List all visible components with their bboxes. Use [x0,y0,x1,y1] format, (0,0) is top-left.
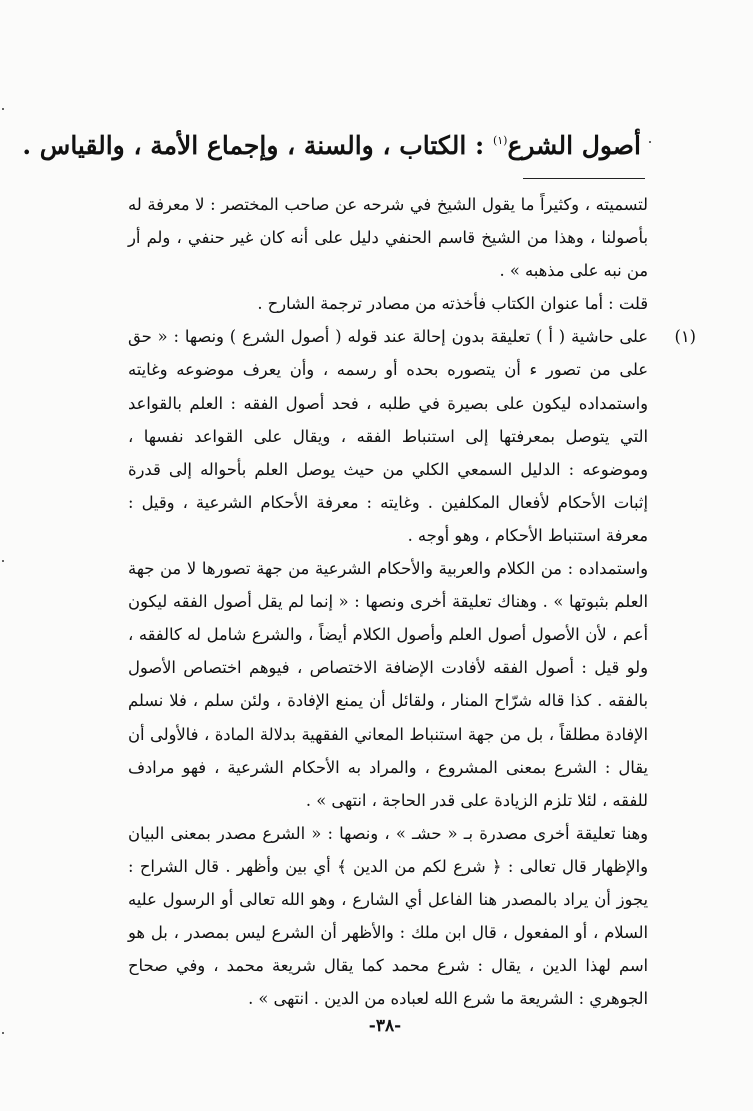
footnote-1-paragraph-2: واستمداده : من الكلام والعربية والأحكام الشرعية من جهة تصورها لا من جهة العلم بثبوتها » . وهناك تعليقة أخرى ونصها : « إنما لم يقل أصول الفقه ليكون أعم ، لأن الأصول أصول العلم وأصول الكلام أيضاً ، والشرع شامل له كالفقه ، ولو قيل : أصول الفقه لأفادت الإضافة الاختصاص ، فيوهم اختصاص الأصول بالفقه . كذا قاله شرّاح المنار ، ولقائل أن يمنع الإفادة ، ولئن سلم ، فلا نسلم الإفادة مطلقاً ، بل من جهة استنباط المعاني الفقهية بدلالة المادة ، فالأولى أن يقال : الشرع بمعنى المشروع ، والمراد به الأحكام الشرعية ، فهو مرادف للفقه ، لئلا تلزم الزيادة على قدر الحاجة ، انتهى » . [128,559,648,810]
footnote-reference: (١) [492,134,508,147]
previous-footnote-continuation: لتسميته ، وكثيراً ما يقول الشيخ في شرحه عن صاحب المختصر : لا معرفة له بأصولنا ، وهذا من الشيخ قاسم الحنفي دليل على أنه كان غير حنفي ، ولم أر من نبه على مذهبه » . [128,195,648,281]
footnote-separator-rule [523,178,645,179]
scan-speck [2,560,4,562]
scan-speck [2,1032,4,1034]
footnote-1-text: على حاشية ( أ ) تعليقة بدون إحالة عند قوله ( أصول الشرع ) ونصها : « حق على من تصور ء أن يتصوره بحده أو رسمه ، وأن يعرف موضوعه وغايته واستمداده ليكون على بصيرة في طلبه ، فحد أصول الفقه : العلم بالقواعد التي يتوصل بمعرفتها إلى استنباط الفقه ، ويقال على القواعد نفسها ، وموضوعه : الدليل السمعي الكلي من حيث يوصل العلم بأحواله إلى قدرة إثبات الأحكام لأفعال المكلفين . وغايته : معرفة الأحكام الشرعية ، وقيل : معرفة استنباط الأحكام ، وهو أوجه . [128,327,648,545]
page-number: -٣٨- [368,1016,402,1036]
section-heading [22,124,641,163]
footnote-1-paragraph-3: وهنا تعليقة أخرى مصدرة بـ « حشـ » ، ونصها : « الشرع مصدر بمعنى البيان والإظهار قال تعالى : ﴿ شرع لكم من الدين ﴾ أي بين وأظهر . قال الشراح : يجوز أن يراد بالمصدر هنا الفاعل أي الشارع ، وهو الله تعالى أو الرسول عليه السلام ، أو المفعول ، قال ابن ملك : والأظهر أن الشرع ليس بمصدر ، بل هو اسم لهذا الدين ، يقال : شرع محمد كما يقال شريعة محمد ، وفي صحاح الجوهري : الشريعة ما شرع الله لعباده من الدين . انتهى » . [128,823,648,1009]
footnotes-area [128,188,696,1015]
heading-text-start: أصول الشرع [507,131,641,160]
footnote-1 [128,320,696,552]
heading-text-end: : الكتاب ، والسنة ، وإجماع الأمة ، والقياس . [22,131,493,160]
scan-speck [2,108,4,110]
footnote-number: (١) [674,327,696,347]
editor-remark: قلت : أما عنوان الكتاب فأخذته من مصادر ترجمة الشارح . [257,294,648,314]
scan-speck [649,141,651,143]
